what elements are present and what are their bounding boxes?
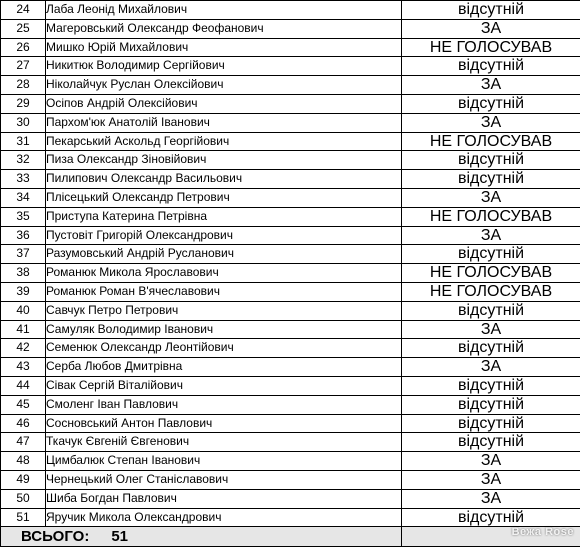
table-row xyxy=(1,76,580,95)
deputy-name: Романюк Роман В'ячеславович xyxy=(46,282,402,301)
vote-result: відсутній xyxy=(402,301,580,320)
row-number: 25 xyxy=(1,19,46,38)
vote-result: відсутній xyxy=(402,508,580,527)
table-row xyxy=(1,38,580,57)
table-row xyxy=(1,113,580,132)
table-row xyxy=(1,57,580,76)
vote-result: ЗА xyxy=(402,226,580,245)
table-row xyxy=(1,414,580,433)
vote-result: відсутній xyxy=(402,245,580,264)
row-number: 43 xyxy=(1,358,46,377)
row-number: 28 xyxy=(1,76,46,95)
table-row xyxy=(1,339,580,358)
deputy-name: Пустовіт Григорій Олександрович xyxy=(46,226,402,245)
deputy-name: Яручик Микола Олександрович xyxy=(46,508,402,527)
table-row xyxy=(1,395,580,414)
table-row xyxy=(1,188,580,207)
vote-result: ЗА xyxy=(402,188,580,207)
deputy-name: Сосновський Антон Павлович xyxy=(46,414,402,433)
row-number: 34 xyxy=(1,188,46,207)
row-number: 41 xyxy=(1,320,46,339)
table-row xyxy=(1,207,580,226)
total-row xyxy=(1,527,580,547)
deputy-name: Мишко Юрій Михайлович xyxy=(46,38,402,57)
vote-result: відсутній xyxy=(402,414,580,433)
row-number: 40 xyxy=(1,301,46,320)
row-number: 30 xyxy=(1,113,46,132)
vote-result: відсутній xyxy=(402,376,580,395)
vote-result: ЗА xyxy=(402,76,580,95)
vote-result: НЕ ГОЛОСУВАВ xyxy=(402,282,580,301)
row-number: 51 xyxy=(1,508,46,527)
deputy-name: Пилипович Олександр Васильович xyxy=(46,170,402,189)
vote-result: відсутній xyxy=(402,395,580,414)
row-number: 50 xyxy=(1,489,46,508)
deputy-name: Шиба Богдан Павлович xyxy=(46,489,402,508)
table-row xyxy=(1,19,580,38)
row-number: 49 xyxy=(1,470,46,489)
total-label: ВСЬОГО: xyxy=(21,528,89,545)
vote-result: НЕ ГОЛОСУВАВ xyxy=(402,264,580,283)
row-number: 37 xyxy=(1,245,46,264)
vote-result: ЗА xyxy=(402,452,580,471)
row-number: 39 xyxy=(1,282,46,301)
deputy-name: Пархом'юк Анатолій Іванович xyxy=(46,113,402,132)
deputy-name: Серба Любов Дмитрівна xyxy=(46,358,402,377)
table-row xyxy=(1,301,580,320)
vote-result: НЕ ГОЛОСУВАВ xyxy=(402,38,580,57)
deputy-name: Чернецький Олег Станіславович xyxy=(46,470,402,489)
deputy-name: Пекарський Аскольд Георгійович xyxy=(46,132,402,151)
deputy-name: Лаба Леонід Михайлович xyxy=(46,1,402,20)
row-number: 31 xyxy=(1,132,46,151)
total-cell xyxy=(1,527,402,547)
vote-result: відсутній xyxy=(402,339,580,358)
table-row xyxy=(1,433,580,452)
table-row xyxy=(1,320,580,339)
vote-result: ЗА xyxy=(402,489,580,508)
table-row xyxy=(1,264,580,283)
vote-result: відсутній xyxy=(402,433,580,452)
deputy-name: Никитюк Володимир Сергійович xyxy=(46,57,402,76)
row-number: 27 xyxy=(1,57,46,76)
row-number: 47 xyxy=(1,433,46,452)
table-row xyxy=(1,508,580,527)
row-number: 44 xyxy=(1,376,46,395)
row-number: 35 xyxy=(1,207,46,226)
vote-result: відсутній xyxy=(402,94,580,113)
table-row xyxy=(1,226,580,245)
row-number: 24 xyxy=(1,1,46,20)
vote-result: ЗА xyxy=(402,19,580,38)
row-number: 46 xyxy=(1,414,46,433)
vote-result: ЗА xyxy=(402,113,580,132)
watermark-logo: Вежа Rose xyxy=(512,526,574,538)
table-row xyxy=(1,358,580,377)
table-row xyxy=(1,489,580,508)
row-number: 29 xyxy=(1,94,46,113)
row-number: 48 xyxy=(1,452,46,471)
row-number: 42 xyxy=(1,339,46,358)
table-row xyxy=(1,1,580,20)
table-row xyxy=(1,470,580,489)
table-row xyxy=(1,245,580,264)
row-number: 32 xyxy=(1,151,46,170)
table-row xyxy=(1,282,580,301)
row-number: 33 xyxy=(1,170,46,189)
table-row xyxy=(1,94,580,113)
deputy-name: Семенюк Олександр Леонтійович xyxy=(46,339,402,358)
deputy-name: Пиза Олександр Зіновійович xyxy=(46,151,402,170)
deputy-name: Магеровський Олександр Феофанович xyxy=(46,19,402,38)
deputy-name: Романюк Микола Ярославович xyxy=(46,264,402,283)
vote-result: НЕ ГОЛОСУВАВ xyxy=(402,207,580,226)
deputy-name: Цимбалюк Степан Іванович xyxy=(46,452,402,471)
vote-result: ЗА xyxy=(402,358,580,377)
row-number: 36 xyxy=(1,226,46,245)
table-row xyxy=(1,170,580,189)
deputy-name: Ніколайчук Руслан Олексійович xyxy=(46,76,402,95)
vote-result: НЕ ГОЛОСУВАВ xyxy=(402,132,580,151)
vote-result: ЗА xyxy=(402,320,580,339)
voting-table-body xyxy=(1,1,580,527)
row-number: 45 xyxy=(1,395,46,414)
deputy-name: Ткачук Євгеній Євгенович xyxy=(46,433,402,452)
vote-result: відсутній xyxy=(402,1,580,20)
deputy-name: Сівак Сергій Віталійович xyxy=(46,376,402,395)
vote-result: ЗА xyxy=(402,470,580,489)
deputy-name: Осіпов Андрій Олексійович xyxy=(46,94,402,113)
table-row xyxy=(1,452,580,471)
deputy-name: Самуляк Володимир Іванович xyxy=(46,320,402,339)
deputy-name: Плісецький Олександр Петрович xyxy=(46,188,402,207)
vote-result: відсутній xyxy=(402,57,580,76)
table-row xyxy=(1,132,580,151)
row-number: 38 xyxy=(1,264,46,283)
table-row xyxy=(1,151,580,170)
row-number: 26 xyxy=(1,38,46,57)
deputy-name: Смоленг Іван Павлович xyxy=(46,395,402,414)
table-row xyxy=(1,376,580,395)
deputy-name: Разумовський Андрій Русланович xyxy=(46,245,402,264)
vote-result: відсутній xyxy=(402,151,580,170)
vote-result: відсутній xyxy=(402,170,580,189)
total-value: 51 xyxy=(111,528,128,545)
deputy-name: Савчук Петро Петрович xyxy=(46,301,402,320)
deputy-name: Приступа Катерина Петрівна xyxy=(46,207,402,226)
